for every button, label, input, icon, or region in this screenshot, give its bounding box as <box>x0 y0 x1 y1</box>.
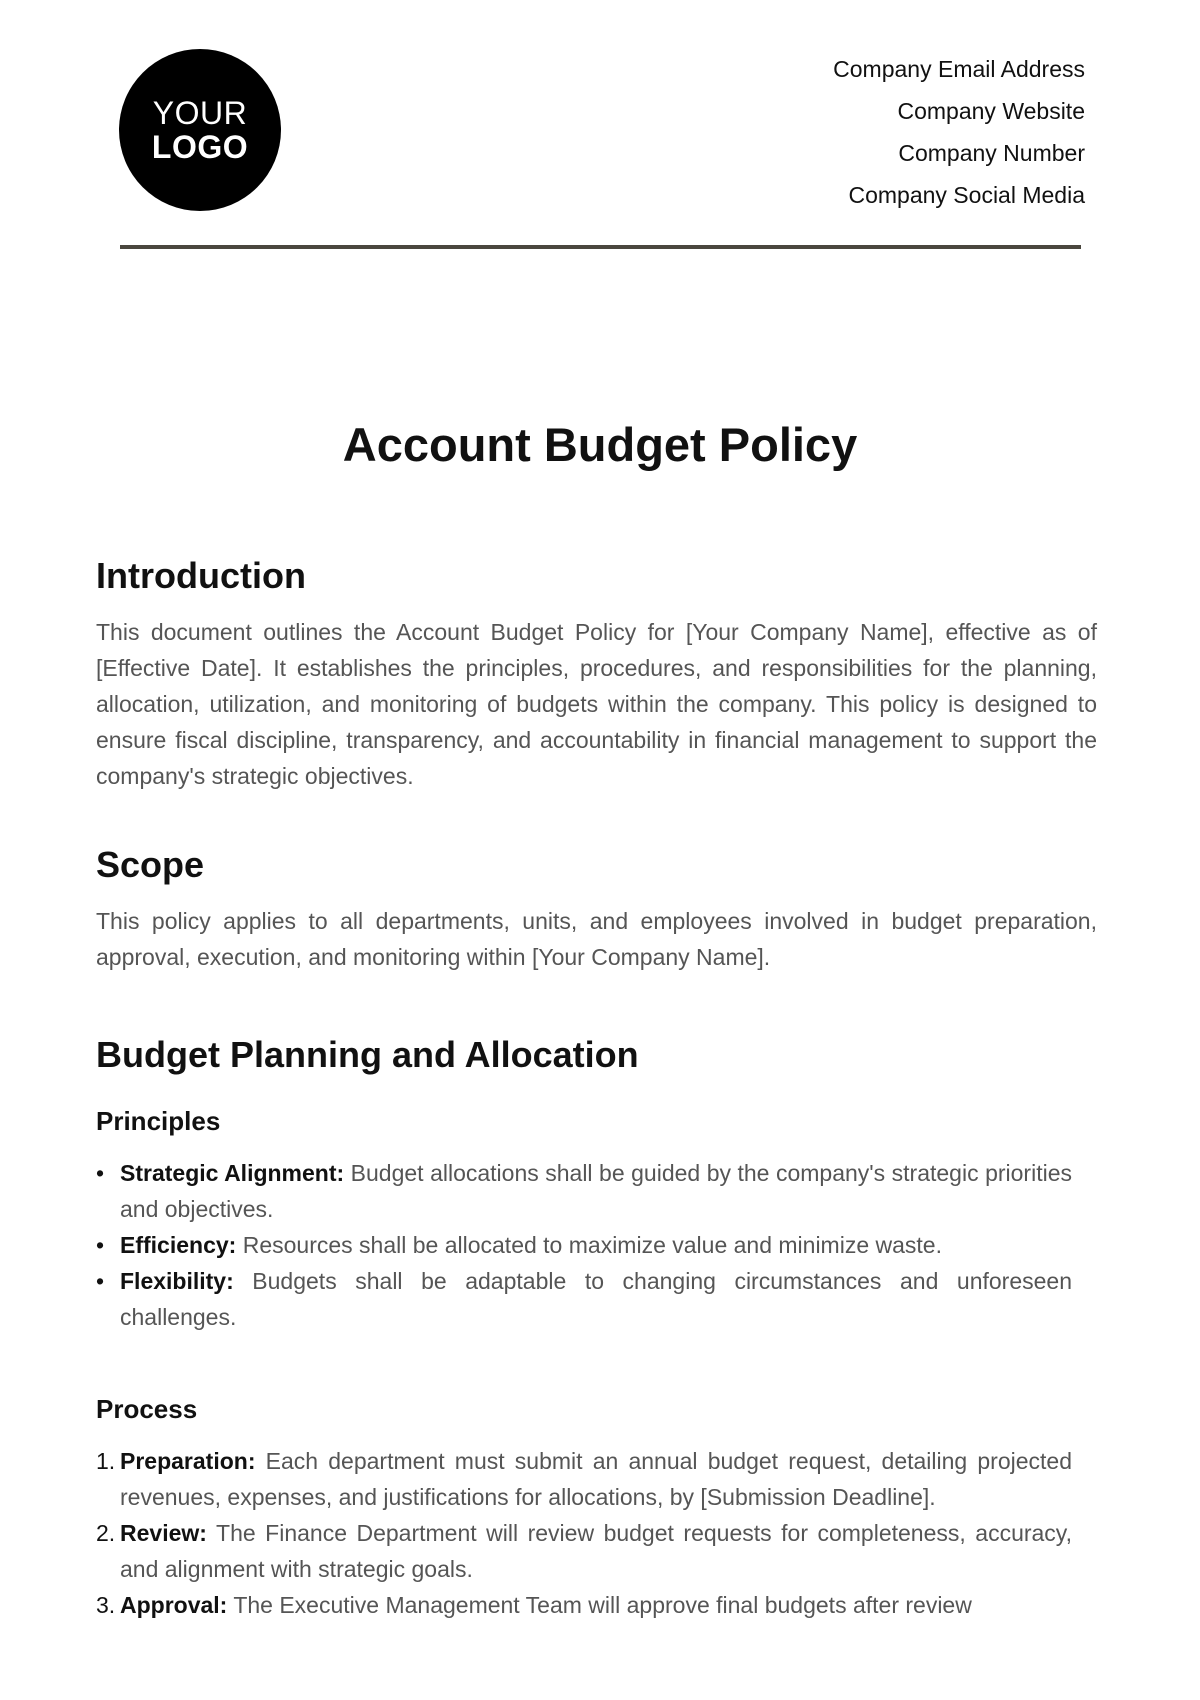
document-title: Account Budget Policy <box>342 418 858 471</box>
scope-text: This policy applies to all departments, units, and employees involved in budget preparation, approval, execution, and monitoring within [Your Company Name]. <box>96 908 1097 970</box>
scope-heading: Scope <box>96 844 205 885</box>
list-item <box>96 1263 1072 1335</box>
logo-line-2: LOGO <box>151 129 249 165</box>
process-heading: Process <box>96 1394 198 1424</box>
list-item <box>96 1227 1072 1263</box>
list-item-text: The Finance Department will review budget requests for completeness, accuracy, and alignment with strategic goals. <box>120 1520 1072 1582</box>
introduction-text: This document outlines the Account Budget Policy for [Your Company Name], effective as of [Effective Date]. It establishes the principles, procedures, and responsibilities for the planning, allocation, utilization, and monitoring of budgets within the company. This policy is designed to ensure fiscal discipline, transparency, and accountability in financial management to support the company's strategic objectives. <box>96 619 1097 789</box>
company-number: Company Number <box>898 140 1085 166</box>
list-item-term: Review: <box>120 1520 207 1546</box>
logo-line-1: YOUR <box>152 95 248 131</box>
company-email: Company Email Address <box>833 56 1085 82</box>
bullet-marker: • <box>96 1232 105 1258</box>
company-logo <box>119 49 281 211</box>
header-divider <box>120 245 1081 249</box>
document-body <box>96 552 1097 1623</box>
company-website: Company Website <box>897 98 1085 124</box>
number-marker: 3. <box>96 1592 116 1618</box>
principles-list <box>96 1155 1097 1335</box>
list-item-term: Strategic Alignment: <box>120 1160 345 1186</box>
company-contact-block <box>833 52 1085 220</box>
list-item-text: Budgets shall be adaptable to changing circumstances and unforeseen challenges. <box>120 1268 1072 1330</box>
list-item-text: Budget allocations shall be guided by the company's strategic priorities and objectives. <box>120 1160 1072 1222</box>
number-marker: 1. <box>96 1448 116 1474</box>
list-item-text: The Executive Management Team will approve final budgets after review <box>227 1592 972 1618</box>
list-item-term: Approval: <box>120 1592 228 1618</box>
list-item <box>96 1155 1072 1227</box>
principles-heading: Principles <box>96 1106 221 1136</box>
bullet-marker: • <box>96 1268 105 1294</box>
budget-planning-heading: Budget Planning and Allocation <box>96 1034 639 1075</box>
list-item-term: Flexibility: <box>120 1268 234 1294</box>
list-item-term: Efficiency: <box>120 1232 237 1258</box>
list-item <box>96 1443 1072 1515</box>
bullet-marker: • <box>96 1160 105 1186</box>
list-item-term: Preparation: <box>120 1448 256 1474</box>
process-list <box>96 1443 1097 1623</box>
company-social-media: Company Social Media <box>848 182 1085 208</box>
list-item-text: Resources shall be allocated to maximize value and minimize waste. <box>236 1232 942 1258</box>
list-item <box>96 1515 1072 1587</box>
list-item-text: Each department must submit an annual budget request, detailing projected revenues, expenses, and justifications for allocations, by [Submission Deadline]. <box>120 1448 1072 1510</box>
list-item <box>96 1587 1072 1623</box>
number-marker: 2. <box>96 1520 116 1546</box>
introduction-heading: Introduction <box>96 555 306 596</box>
